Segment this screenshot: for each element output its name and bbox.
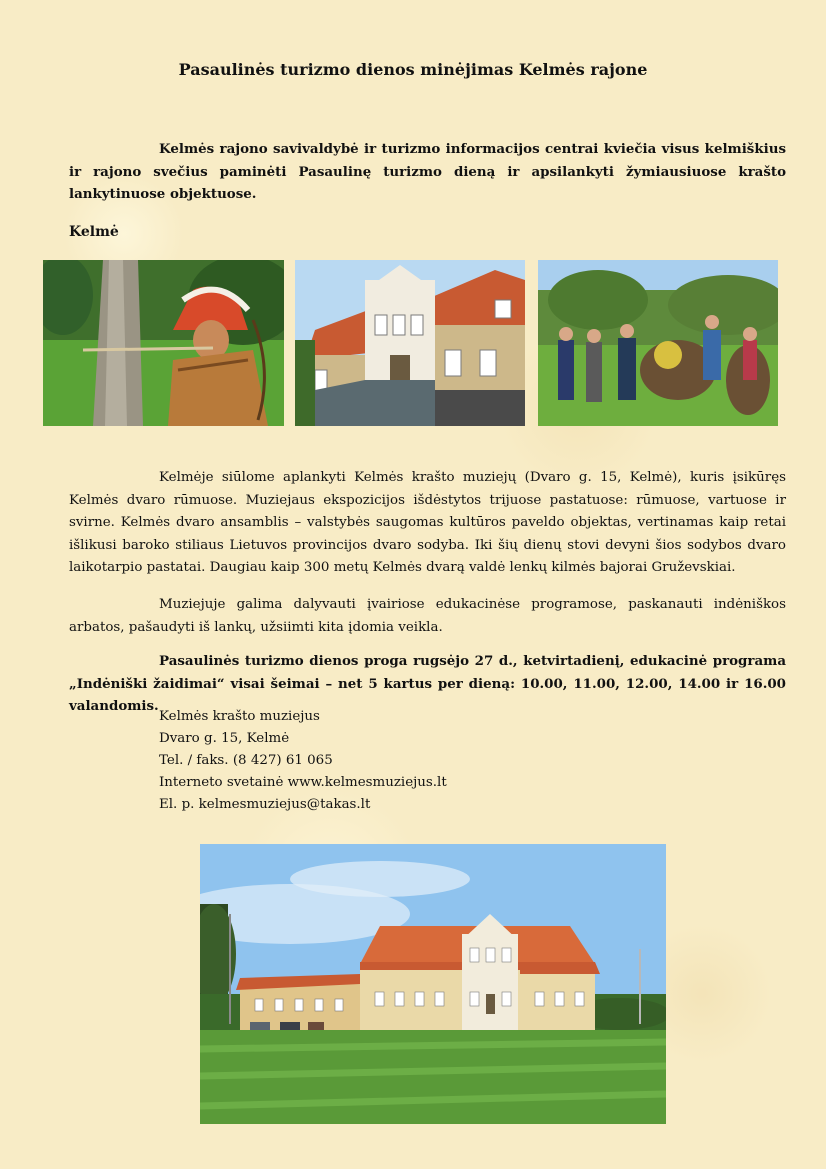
contact-email[interactable]: El. p. kelmesmuziejus@takas.lt — [159, 797, 371, 812]
programs-text: Muziejuje galima dalyvauti įvairiose edukacinėse programose, paskanauti indėniškos arbatos, pašaudyti iš lankų, užsiimti kita įdomia veikla. — [69, 597, 786, 635]
programs-paragraph — [69, 594, 786, 639]
intro-paragraph — [69, 138, 786, 206]
archer-photo — [43, 260, 284, 426]
contact-block — [159, 706, 447, 816]
contact-name: Kelmės krašto muziejus — [159, 709, 320, 724]
page-title: Pasaulinės turizmo dienos minėjimas Kelmės rajone — [178, 60, 648, 79]
manor-lawn-photo — [200, 844, 666, 1124]
children-playing-photo — [538, 260, 778, 426]
manor-house-photo — [295, 260, 525, 426]
contact-phone: Tel. / faks. (8 427) 61 065 — [159, 753, 333, 768]
contact-website[interactable]: Interneto svetainė www.kelmesmuziejus.lt — [159, 775, 447, 790]
section-heading: Kelmė — [69, 224, 119, 240]
contact-address: Dvaro g. 15, Kelmė — [159, 731, 290, 746]
museum-paragraph — [69, 467, 786, 580]
museum-text: Kelmėje siūlome aplankyti Kelmės krašto muziejų (Dvaro g. 15, Kelmė), kuris įsikūręs Kelmės dvaro rūmuose. Muziejaus ekspozicijos išdėstytos trijuose pastatuose: rūmuose, vartuose ir svirne. Kelmės dvaro ansamblis – valstybės saugomas kultūros paveldo objektas, vertinamas kaip retai išlikusi baroko stiliaus Lietuvos provincijos dvaro sodyba. Iki šių dienų stovi devyni šios sodybos dvaro laikotarpio pastatai. Daugiau kaip 300 metų Kelmės dvarą valdė lenkų kilmės bajorai Gruževskiai. — [69, 470, 786, 575]
event-text: Pasaulinės turizmo dienos proga rugsėjo 27 d., ketvirtadienį, edukacinė programa „Indėniški žaidimai“ visai šeimai – net 5 kartus per dieną: 10.00, 11.00, 12.00, 14.00 ir 16.00 valandomis. — [69, 653, 786, 714]
intro-text: Kelmės rajono savivaldybė ir turizmo informacijos centrai kviečia visus kelmiškius ir rajono svečius paminėti Pasaulinę turizmo dieną ir apsilankyti žymiausiuose krašto lankytinuose objektuose. — [69, 141, 786, 202]
